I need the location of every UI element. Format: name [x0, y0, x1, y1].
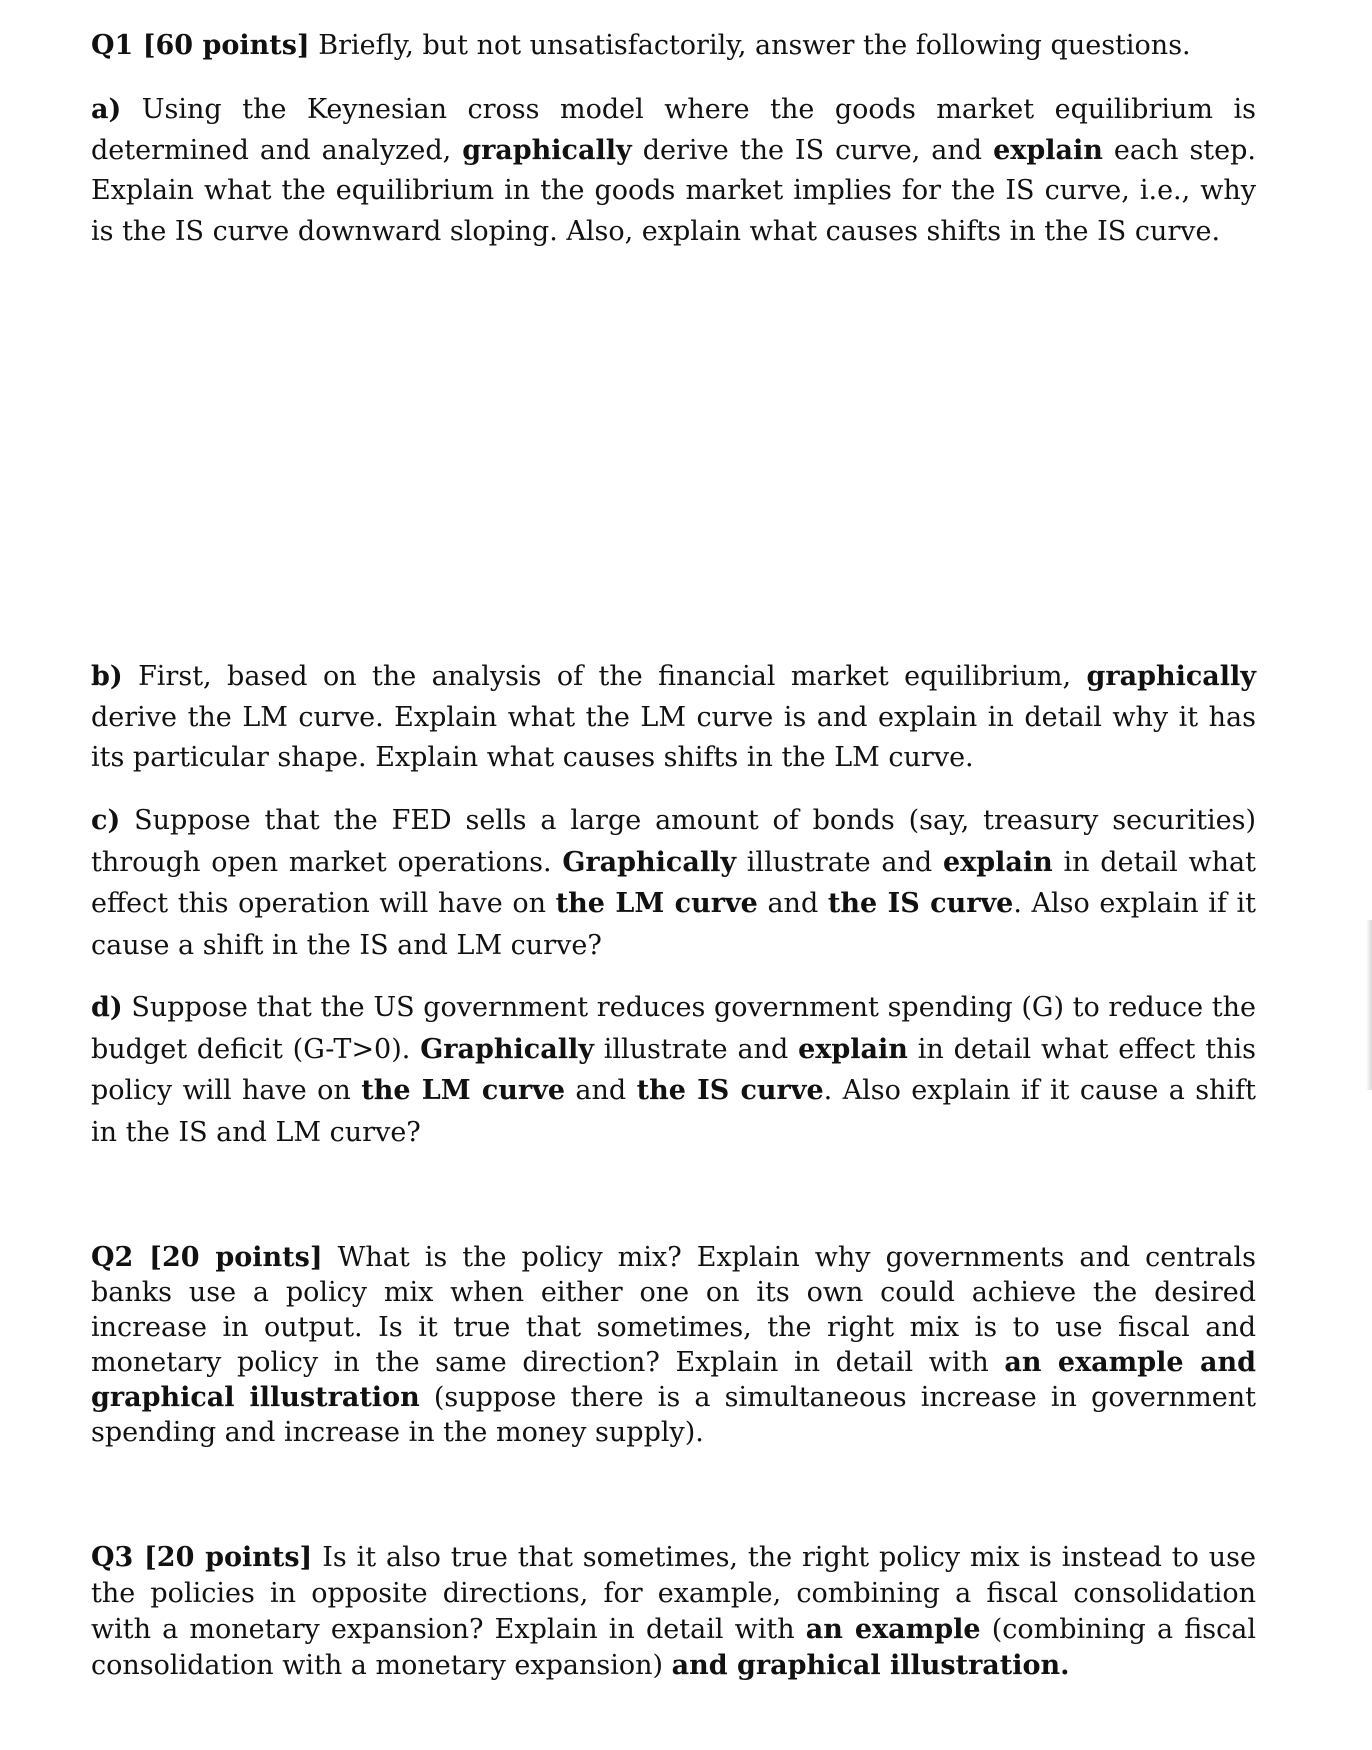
part-a-label: a) — [91, 94, 122, 125]
part-b-bold-1: graphically — [1086, 661, 1256, 692]
part-c-text-3: in detail what effect this operation will have on — [91, 846, 1257, 919]
part-d-text-1: Suppose that the US government reduces government spending (G) to reduce the budget deficit (G-T>0). — [91, 992, 1256, 1065]
part-d-bold-2: explain — [798, 1033, 908, 1065]
question-2 — [91, 1240, 1256, 1450]
question-3-bold-2: and graphical illustration. — [671, 1650, 1070, 1681]
part-a-text-1: Using the Keynesian cross model where the goods market equilibrium is determined and analyzed, — [91, 94, 1256, 166]
part-c-text-2: illustrate and — [736, 846, 943, 878]
part-d-bold-1: Graphically — [420, 1033, 594, 1065]
question-2-bold-1: an example and graphical illustration — [91, 1347, 1256, 1413]
page-edge-shadow — [1366, 920, 1372, 1090]
question-3-text-1: Is it also true that sometimes, the right policy mix is instead to use the policies in opposite directions, for example, combining a fiscal consolidation with a monetary expansion? Explain in detail with — [91, 1542, 1256, 1645]
part-c-text-4: and — [757, 888, 828, 919]
question-3-label: Q3 [20 points] — [91, 1542, 313, 1573]
part-a-text-2: derive the IS curve, and — [631, 134, 994, 166]
part-a-bold-1: graphically — [462, 134, 632, 166]
part-d-text-4: and — [565, 1075, 637, 1106]
part-d-bold-4: the IS curve — [636, 1075, 824, 1106]
part-d-text-5: . Also explain if it cause a shift in the IS and LM curve? — [91, 1075, 1257, 1148]
part-c-bold-3: the LM curve — [555, 888, 758, 919]
question-1b — [91, 657, 1256, 779]
question-2-label: Q2 [20 points] — [91, 1242, 323, 1273]
part-c-bold-4: the IS curve — [827, 888, 1014, 919]
question-2-text-2: (suppose there is a simultaneous increase in government spending and increase in the money supply). — [91, 1382, 1256, 1448]
question-3 — [91, 1540, 1256, 1684]
part-a-bold-2: explain — [993, 134, 1103, 166]
question-2-text-1: What is the policy mix? Explain why governments and centrals banks use a policy mix when either one on its own could achieve the desired increase in output. Is it true that sometimes, the right mix is to use fiscal and monetary policy in the same direction? Explain in detail with — [91, 1242, 1256, 1378]
part-c-bold-1: Graphically — [562, 846, 737, 878]
part-c-text-1: Suppose that the FED sells a large amount of bonds (say, treasury securities) through open market operations. — [91, 805, 1256, 878]
question-1-label: Q1 [60 points] — [91, 30, 310, 61]
part-d-text-2: illustrate and — [593, 1033, 799, 1065]
question-3-text-2: (combining a fiscal consolidation with a monetary expansion) — [91, 1614, 1256, 1681]
part-d-bold-3: the LM curve — [361, 1075, 565, 1106]
part-c-text-5: . Also explain if it cause a shift in the IS and LM curve? — [91, 888, 1256, 961]
part-c-bold-2: explain — [942, 846, 1053, 878]
question-3-bold-1: an example — [805, 1614, 981, 1645]
part-b-text-2: derive the LM curve. Explain what the LM curve is and explain in detail why it has its particular shape. Explain what causes shifts in the LM curve. — [91, 701, 1256, 773]
question-1d — [91, 987, 1256, 1153]
question-1-heading — [91, 26, 1256, 66]
part-d-label: d) — [91, 992, 123, 1023]
part-b-text-1: First, based on the analysis of the financial market equilibrium, — [122, 661, 1087, 692]
question-1a — [91, 90, 1256, 252]
part-a-text-3: each step. Explain what the equilibrium in the goods market implies for the IS curve, i.e., why is the IS curve downward sloping. Also, explain what causes shifts in the IS curve. — [91, 134, 1256, 247]
part-b-label: b) — [91, 661, 123, 692]
part-c-label: c) — [91, 805, 121, 836]
question-1-text: Briefly, but not unsatisfactorily, answer the following questions. — [309, 30, 1191, 61]
part-d-text-3: in detail what effect this policy will have on — [91, 1033, 1256, 1106]
question-1c — [91, 800, 1256, 966]
